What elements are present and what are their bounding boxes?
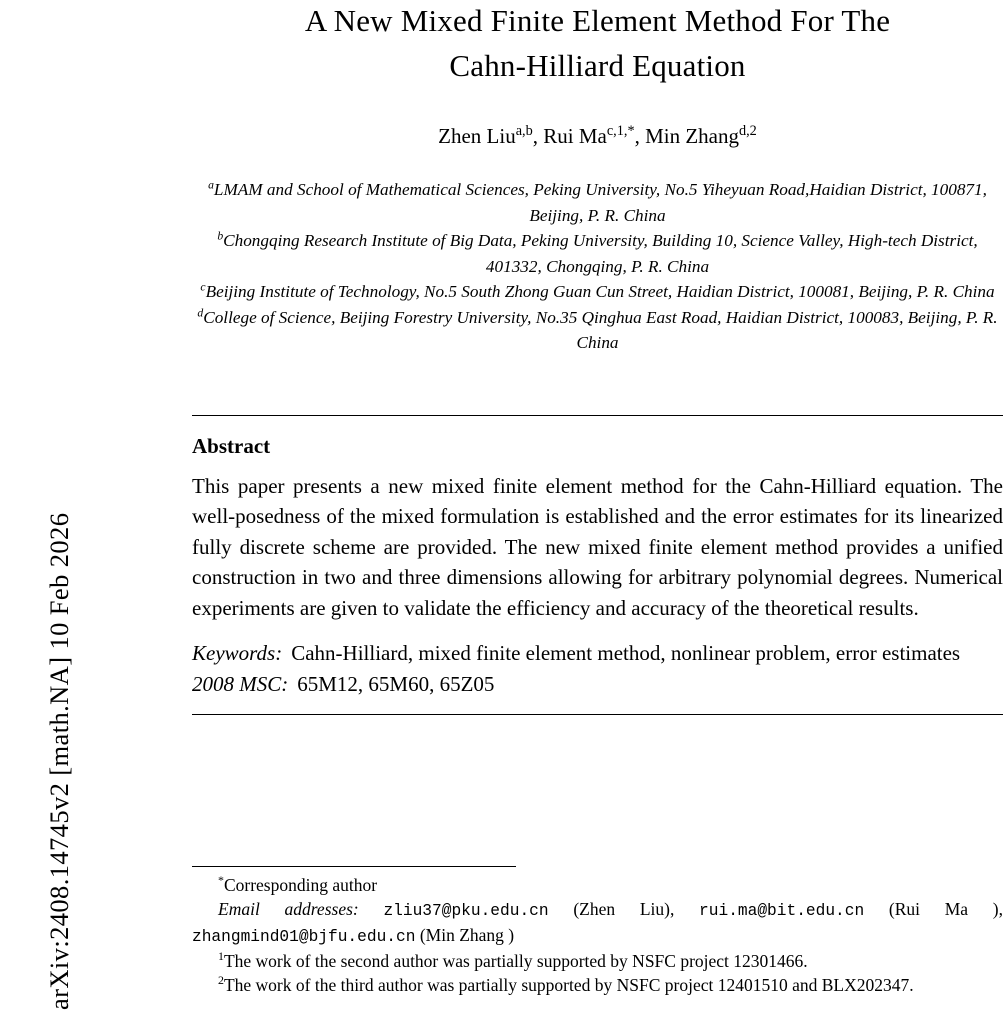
affiliation-marker: b: [217, 229, 224, 243]
affiliation-marker: c: [200, 280, 206, 294]
footnote-2-text: The work of the third author was partially supported by NSFC project 12401510 and BLX202347.: [223, 975, 914, 995]
author-2-name: Rui Ma: [543, 124, 607, 148]
author-separator-2: ,: [634, 124, 646, 148]
footnote-block: [192, 866, 1003, 997]
footnote-1-text: The work of the second author was partially supported by NSFC project 12301466.: [223, 951, 808, 971]
keywords-value: Cahn-Hilliard, mixed finite element method, nonlinear problem, error estimates: [291, 641, 961, 665]
msc-line: [192, 669, 1003, 700]
affiliation-item: [192, 279, 1003, 305]
footnote-corresponding: [192, 873, 1003, 897]
email-owner-2: (Rui Ma ),: [888, 899, 1003, 919]
footnote-emails: [192, 897, 1003, 949]
msc-label: 2008 MSC:: [192, 671, 289, 696]
footnote-marker-2: 2: [218, 973, 224, 988]
author-2-affil-marker: c,1,*: [606, 123, 635, 139]
affiliation-item: [192, 228, 1003, 279]
affiliation-text: Chongqing Research Institute of Big Data, Peking University, Building 10, Science Valley, High-tech District, 401332, Chongqing, P. R. China: [223, 231, 978, 276]
footnote-marker-1: 1: [218, 949, 224, 964]
page-title: [192, 0, 1003, 88]
footnote-1: [192, 949, 1003, 973]
affiliation-text: Beijing Institute of Technology, No.5 South Zhong Guan Cun Street, Haidian District, 100081, Beijing, P. R. China: [205, 282, 995, 301]
keywords-label: Keywords:: [192, 641, 283, 665]
keywords-line: [192, 638, 1003, 669]
footnote-2: [192, 973, 1003, 997]
footnote-corresponding-text: Corresponding author: [223, 875, 378, 895]
abstract-text: This paper presents a new mixed finite element method for the Cahn-Hilliard equation. The well-posedness of the mixed formulation is established and the error estimates for its linearized fully discrete scheme are provided. The new mixed finite element method provides a unified construction in two and three dimensions allowing for arbitrary polynomial degrees. Numerical experiments are given to validate the efficiency and accuracy of the theoretical results.: [192, 473, 1003, 620]
page-title-line-1: A New Mixed Finite Element Method For The: [304, 3, 891, 38]
affiliation-text: College of Science, Beijing Forestry University, No.35 Qinghua East Road, Haidian District, 100083, Beijing, P. R. China: [203, 307, 998, 352]
author-separator-1: ,: [532, 124, 544, 148]
email-addresses-label: Email addresses:: [218, 899, 359, 919]
author-1-name: Zhen Liu: [438, 124, 516, 148]
page-title-line-2: Cahn-Hilliard Equation: [449, 48, 746, 83]
msc-value: 65M12, 65M60, 65Z05: [297, 671, 495, 696]
abstract-bottom-divider: [192, 714, 1003, 715]
affiliation-text: LMAM and School of Mathematical Sciences, Peking University, No.5 Yiheyuan Road,Haidian District, 100871, Beijing, P. R. China: [213, 180, 987, 225]
abstract-top-divider: [192, 415, 1003, 416]
arxiv-stamp: [0, 0, 74, 1021]
footnote-divider: [192, 866, 516, 867]
author-3-name: Min Zhang: [645, 124, 739, 148]
author-1-affil-marker: a,b: [515, 123, 533, 139]
footnote-marker-corresponding: *: [218, 873, 224, 888]
email-owner-1: (Zhen Liu),: [573, 899, 675, 919]
email-link-1[interactable]: zliu37@pku.edu.cn: [383, 902, 549, 920]
affiliation-marker: d: [197, 305, 204, 319]
author-3-affil-marker: d,2: [738, 123, 757, 139]
abstract-heading: Abstract: [192, 433, 271, 458]
arxiv-stamp-text: arXiv:2408.14745v2 [math.NA] 10 Feb 2026: [44, 512, 74, 1010]
affiliation-list: [192, 177, 1003, 356]
email-link-2[interactable]: rui.ma@bit.edu.cn: [699, 902, 865, 920]
affiliation-item: [192, 305, 1003, 356]
email-owner-3: (Min Zhang ): [419, 925, 515, 945]
paper-body: [192, 0, 1003, 1021]
affiliation-item: [192, 177, 1003, 228]
author-list: [192, 124, 1003, 149]
email-link-3[interactable]: zhangmind01@bjfu.edu.cn: [192, 928, 416, 946]
affiliation-marker: a: [208, 178, 214, 192]
